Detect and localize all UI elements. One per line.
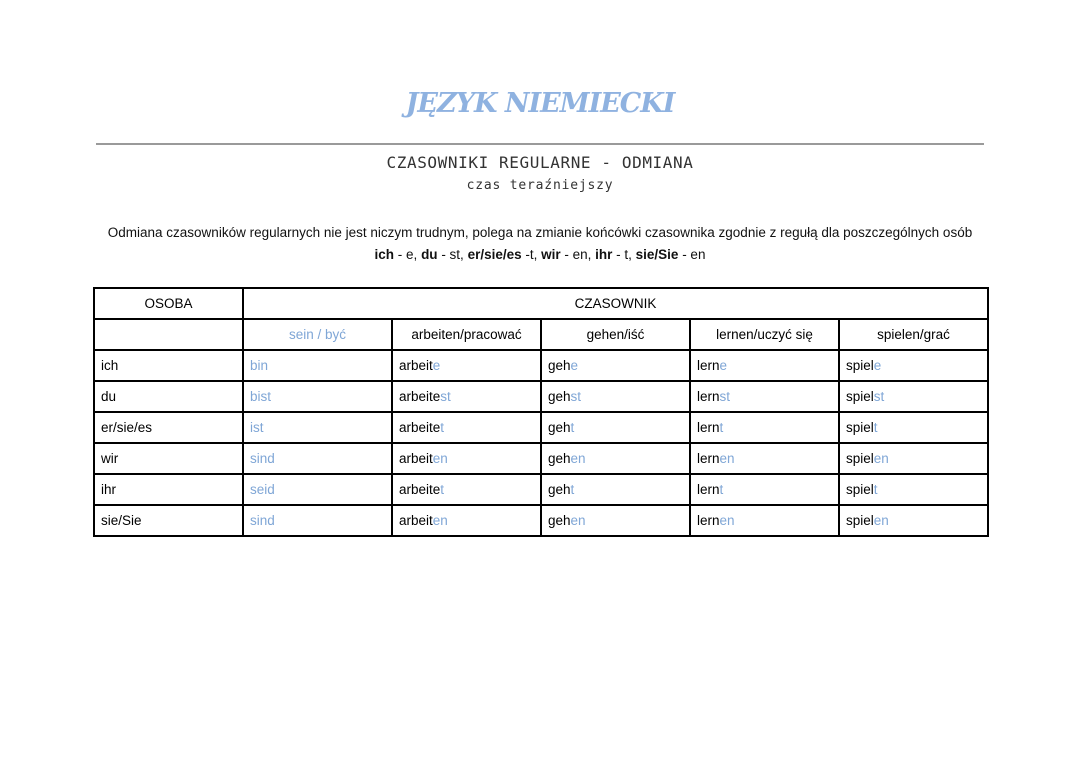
verb-ending: en (570, 451, 586, 466)
person-cell: er/sie/es (94, 412, 243, 443)
rule-person: ich (374, 247, 395, 262)
verb-stem: arbeit (399, 513, 433, 528)
verb-stem: spiel (846, 482, 874, 497)
verb-form-cell (392, 443, 541, 474)
verb-ending: ist (250, 420, 264, 435)
verb-ending: en (719, 513, 735, 528)
verb-form-cell (690, 381, 839, 412)
empty-cell (94, 319, 243, 350)
verb-form-cell (392, 350, 541, 381)
verb-stem: geh (548, 513, 571, 528)
table-row (94, 505, 988, 536)
person-cell: du (94, 381, 243, 412)
rule-person: wir (541, 247, 561, 262)
verb-stem: lern (697, 482, 720, 497)
person-cell: wir (94, 443, 243, 474)
verb-form-cell (690, 350, 839, 381)
rule-ending: - st, (437, 247, 468, 262)
verb-form-cell (392, 412, 541, 443)
table-header-row (94, 288, 988, 319)
person-cell: ich (94, 350, 243, 381)
verb-ending: e (432, 358, 441, 373)
verb-stem: arbeite (399, 420, 441, 435)
verb-stem: arbeite (399, 482, 441, 497)
verb-form-cell (690, 443, 839, 474)
table-row (94, 443, 988, 474)
verb-form-cell (839, 443, 988, 474)
verb-ending: e (873, 358, 882, 373)
table-row (94, 381, 988, 412)
verb-form-cell (243, 474, 392, 505)
verb-stem: spiel (846, 358, 874, 373)
verb-form-cell (243, 443, 392, 474)
verb-stem: arbeite (399, 389, 441, 404)
verb-stem: geh (548, 482, 571, 497)
verb-stem: geh (548, 420, 571, 435)
rule-ending: - e, (394, 247, 422, 262)
verb-ending: t (719, 482, 724, 497)
rule-person: ihr (595, 247, 613, 262)
table-row (94, 350, 988, 381)
verb-header-row (94, 319, 988, 350)
verb-form-cell (541, 381, 690, 412)
verb-stem: spiel (846, 513, 874, 528)
verb-ending: t (873, 482, 878, 497)
page-title: JĘZYK NIEMIECKI (405, 88, 675, 119)
verb-stem: lern (697, 451, 720, 466)
header-verb: CZASOWNIK (243, 288, 988, 319)
verb-ending: en (432, 451, 448, 466)
verb-stem: geh (548, 389, 571, 404)
verb-ending: e (719, 358, 728, 373)
verb-header: spielen/grać (839, 319, 988, 350)
verb-form-cell (839, 350, 988, 381)
verb-header: arbeiten/pracować (392, 319, 541, 350)
rule-person: du (421, 247, 438, 262)
verb-form-cell (243, 381, 392, 412)
rule-ending: - t, (612, 247, 636, 262)
verb-ending: t (440, 482, 445, 497)
table-row (94, 474, 988, 505)
rule-person: sie/Sie (635, 247, 679, 262)
verb-ending: st (873, 389, 885, 404)
person-cell: sie/Sie (94, 505, 243, 536)
verb-ending: en (873, 513, 889, 528)
verb-form-cell (839, 474, 988, 505)
verb-ending: en (719, 451, 735, 466)
verb-ending: bin (250, 358, 269, 373)
rule-person: er/sie/es (467, 247, 522, 262)
verb-header: lernen/uczyć się (690, 319, 839, 350)
verb-stem: lern (697, 513, 720, 528)
verb-stem: lern (697, 420, 720, 435)
title-divider (96, 143, 984, 145)
verb-form-cell (839, 412, 988, 443)
verb-stem: arbeit (399, 451, 433, 466)
verb-stem: lern (697, 358, 720, 373)
verb-form-cell (541, 474, 690, 505)
verb-form-cell (392, 505, 541, 536)
tense-label: czas teraźniejszy (466, 178, 614, 193)
page-subtitle: CZASOWNIKI REGULARNE - ODMIANA (386, 153, 694, 172)
verb-ending: en (873, 451, 889, 466)
rule-ending: - en (678, 247, 706, 262)
verb-ending: en (432, 513, 448, 528)
verb-stem: geh (548, 358, 571, 373)
verb-form-cell (541, 505, 690, 536)
description-text: Odmiana czasowników regularnych nie jest niczym trudnym, polega na zmianie końcówki czasownika zgodnie z regułą dla poszczególnych osób (107, 225, 973, 240)
verb-stem: spiel (846, 420, 874, 435)
verb-ending: sind (250, 451, 275, 466)
verb-ending: e (570, 358, 579, 373)
verb-form-cell (839, 505, 988, 536)
verb-ending: t (570, 420, 575, 435)
verb-ending: t (570, 482, 575, 497)
verb-ending: t (873, 420, 878, 435)
conjugation-table (93, 287, 989, 537)
verb-form-cell (243, 412, 392, 443)
verb-ending: st (570, 389, 582, 404)
verb-stem: lern (697, 389, 720, 404)
verb-ending: sind (250, 513, 275, 528)
verb-form-cell (541, 443, 690, 474)
verb-ending: st (440, 389, 451, 404)
verb-ending: bist (250, 389, 272, 404)
verb-ending: t (719, 420, 724, 435)
verb-stem: geh (548, 451, 571, 466)
verb-form-cell (541, 350, 690, 381)
verb-header: sein / być (243, 319, 392, 350)
verb-form-cell (690, 412, 839, 443)
verb-form-cell (243, 350, 392, 381)
verb-form-cell (690, 474, 839, 505)
header-person: OSOBA (94, 288, 243, 319)
verb-ending: seid (250, 482, 275, 497)
verb-form-cell (392, 381, 541, 412)
verb-stem: spiel (846, 389, 874, 404)
table-row (94, 412, 988, 443)
verb-header: gehen/iść (541, 319, 690, 350)
verb-form-cell (839, 381, 988, 412)
verb-form-cell (541, 412, 690, 443)
verb-stem: arbeit (399, 358, 433, 373)
person-cell: ihr (94, 474, 243, 505)
verb-form-cell (690, 505, 839, 536)
rule-ending: - en, (560, 247, 596, 262)
verb-ending: t (440, 420, 445, 435)
verb-ending: en (570, 513, 586, 528)
verb-form-cell (243, 505, 392, 536)
ending-rules (60, 247, 1020, 262)
rule-ending: -t, (521, 247, 542, 262)
verb-ending: st (719, 389, 731, 404)
verb-form-cell (392, 474, 541, 505)
verb-stem: spiel (846, 451, 874, 466)
